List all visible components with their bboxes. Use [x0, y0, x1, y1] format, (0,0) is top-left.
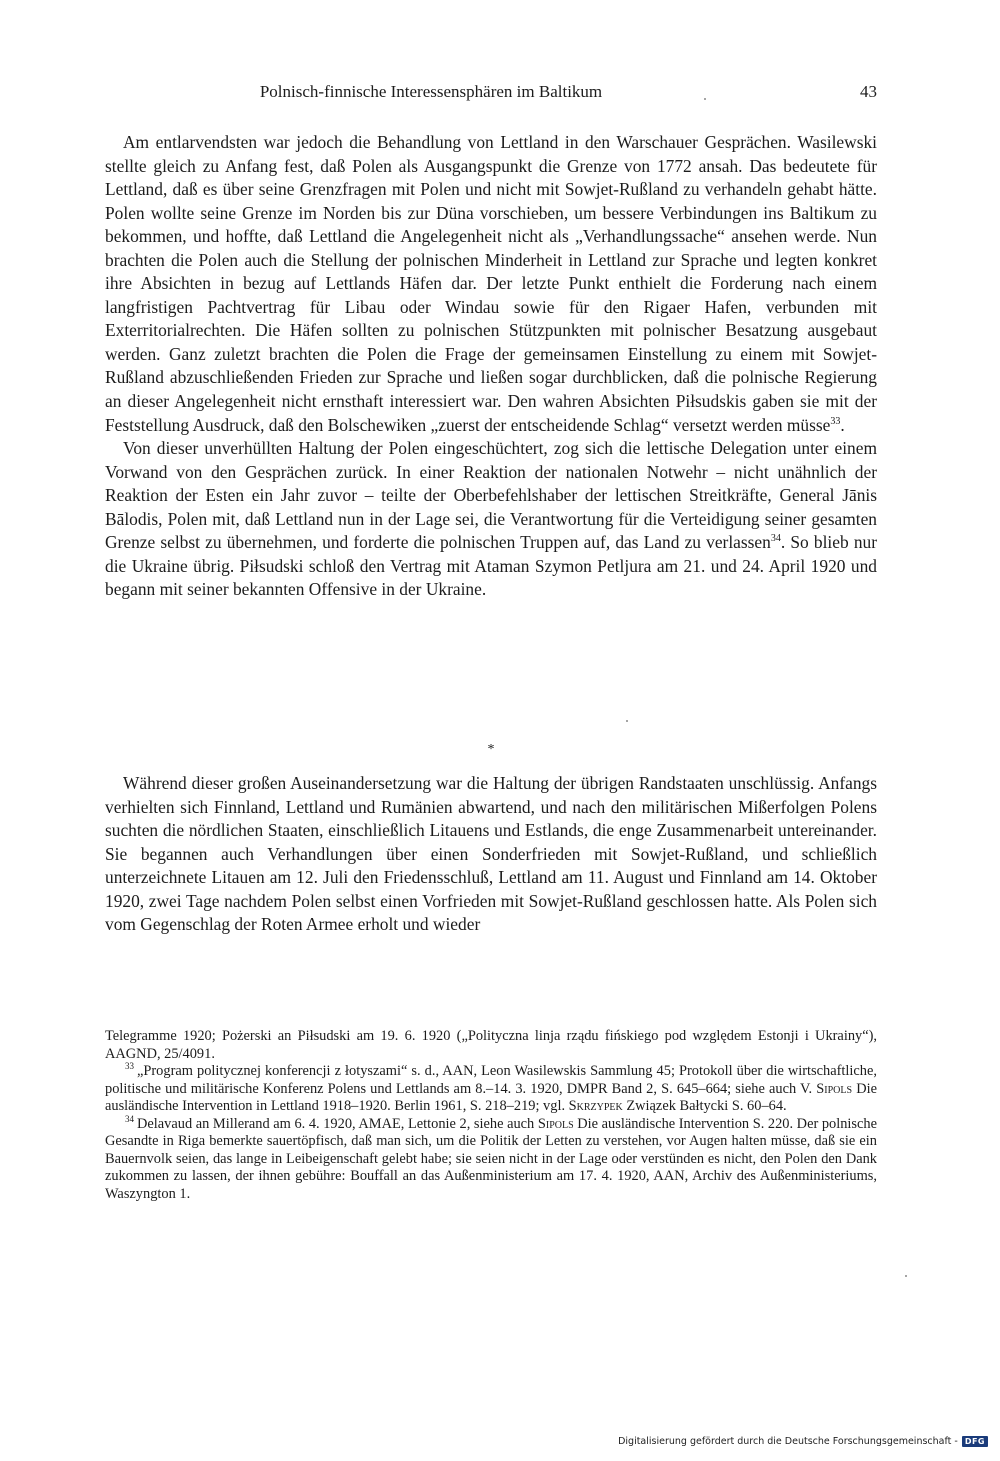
footnote-34 [105, 1113, 877, 1204]
footnote-33-text-a: „Program politycznej konferencji z łotyszami“ s. d., AAN, Leon Wasilewskis Sammlung 45; Protokoll über die wirtschaftliche, politische und militärische Konferenz Polens und Lettlands am 8.–14. 3. 1920, DMPR Band 2, S. 645–664; siehe auch V. [105, 1063, 877, 1097]
footnote-continuation: Telegramme 1920; Pożerski an Piłsudski am 19. 6. 1920 („Polityczna linja rządu fińskiego pod względem Estonji i Ukrainy“), AAGND, 25/4091. [105, 1028, 877, 1062]
paragraph-1-end: . [840, 414, 845, 435]
footnote-33-text-b: Die ausländische Intervention in Lettland 1918–1920. Berlin 1961, S. 218–219; vgl. [105, 1080, 877, 1114]
footnotes [105, 1028, 877, 1203]
page-number: 43 [860, 82, 877, 101]
footnote-33 [105, 1063, 877, 1116]
footnote-34-text-b: Die ausländische Intervention S. 220. Der polnische Gesandte in Riga bemerkte sauertöpfisch, daß man sich, um die Politik der Letten zu verstehen, vor Augen halten müsse, daß sie ein Bauernvolk seien, das lange in Leibeigenschaft gelebt habe; sie seien nicht in der Lage oder verstünden es nicht, den Polen den Dank zukommen zu lassen, der ihnen gebühre: Bouffall an das Außenministerium am 17. 4. 1920, AAN, Archiv des Außenministeriums, Waszyngton 1. [105, 1115, 877, 1202]
running-head-title: Polnisch-finnische Interessensphären im Baltikum [259, 82, 603, 101]
running-head [105, 82, 877, 106]
section-break-asterisk: * [487, 742, 495, 757]
footnote-ref-34: 34 [770, 533, 781, 545]
footnote-34-mark: 34 [125, 1113, 134, 1124]
scan-speck [626, 720, 628, 722]
paragraph-1-text: Am entlarvendsten war jedoch die Behandlung von Lettland in den Warschauer Gesprächen. Wasilewski stellte gleich zu Anfang fest, daß Polen als Ausgangspunkt die Grenze von 1772 ansah. Das bedeutete für Lettland, daß es über seine Grenzfragen mit Polen und nicht mit Sowjet-Rußland zu verhandeln gehabt hätte. Polen wollte seine Grenze im Norden bis zur Düna vorschieben, um bessere Verbindungen ins Baltikum zu bekommen, und hoffte, daß Lettland die Angelegenheit nicht als „Verhandlungssache“ ansehen werde. Nun brachten die Polen auch die Stellung der polnischen Minderheit in Lettland zur Sprache und legten konkret ihre Absichten in bezug auf Lettlands Häfen dar. Der letzte Punkt enthielt die Forderung nach einem langfristigen Pachtvertrag für Libau oder Windau sowie für den Rigaer Hafen, verbunden mit Exterritorialrechten. Die Häfen sollten zu polnischen Stützpunkten mit polnischer Besatzung ausgebaut werden. Ganz zuletzt brachten die Polen die Frage der gemeinsamen Einstellung zu einem mit Sowjet-Rußland abzuschließenden Frieden zur Sprache und ließen sogar durchblicken, daß die polnische Regierung an dieser Angelegenheit nicht ernsthaft interessiert war. Den wahren Absichten Piłsudskis gaben sie mit der Feststellung Ausdruck, daß den Bolschewiken „zuerst der entscheidende Schlag“ versetzt werden müsse [105, 132, 877, 435]
digitization-credit [618, 1433, 988, 1449]
dfg-logo-icon: DFG [962, 1436, 988, 1447]
paragraph-2 [105, 437, 877, 602]
paragraph-1 [105, 131, 877, 437]
main-text-continued [105, 772, 877, 937]
paragraph-2-text-a: Von dieser unverhüllten Haltung der Polen eingeschüchtert, zog sich die lettische Delegation unter einem Vorwand von den Gesprächen zurück. In einer Reaktion der nationalen Notwehr – nicht unähnlich der Reaktion der Esten ein Jahr zuvor – teilte der Oberbefehlshaber der lettischen Streitkräfte, General Jānis Bālodis, Polen mit, daß Lettland nun in der Lage sei, die Verantwortung für die Verteidigung seiner gesamten Grenze selbst zu übernehmen, und forderte die polnischen Truppen auf, das Land zu verlassen [105, 438, 877, 553]
paragraph-2-text-b: . So blieb nur die Ukraine übrig. Piłsudski schloß den Vertrag mit Ataman Szymon Petljura am 21. und 24. April 1920 und begann mit seiner bekannten Offensive in der Ukraine. [105, 532, 877, 600]
footnote-33-author-1: Sipols [816, 1080, 853, 1097]
footnote-ref-33: 33 [830, 415, 841, 427]
paragraph-3: Während dieser großen Auseinandersetzung war die Haltung der übrigen Randstaaten unschlüssig. Anfangs verhielten sich Finnland, Lettland und Rumänien abwartend, und nach den militärischen Mißerfolgen Polens suchten die nördlichen Staaten, einschließlich Litauens und Estlands, die enge Zusammenarbeit untereinander. Sie begannen auch Verhandlungen über einen Sonderfrieden mit Sowjet-Rußland, und schließlich unterzeichnete Litauen am 12. Juli den Friedensschluß, Lettland am 11. August und Finnland am 14. Oktober 1920, zwei Tage nachdem Polen selbst einen Vorfrieden mit Sowjet-Rußland geschlossen hatte. Als Polen sich vom Gegenschlag der Roten Armee erholt und wieder [105, 773, 877, 934]
main-text [105, 131, 877, 602]
scan-speck [704, 98, 706, 100]
footnote-34-author: Sipols [537, 1115, 574, 1132]
scan-speck [905, 1275, 907, 1277]
footnote-33-author-2: Skrzypek [568, 1098, 623, 1114]
footnote-33-mark: 33 [125, 1061, 134, 1072]
digitization-credit-text: Digitalisierung gefördert durch die Deutsche Forschungsgemeinschaft - [618, 1435, 958, 1447]
footnote-33-text-c: Związek Bałtycki S. 60–64. [622, 1098, 787, 1114]
footnote-34-text-a: Delavaud an Millerand am 6. 4. 1920, AMAE, Lettonie 2, siehe auch [137, 1115, 538, 1132]
